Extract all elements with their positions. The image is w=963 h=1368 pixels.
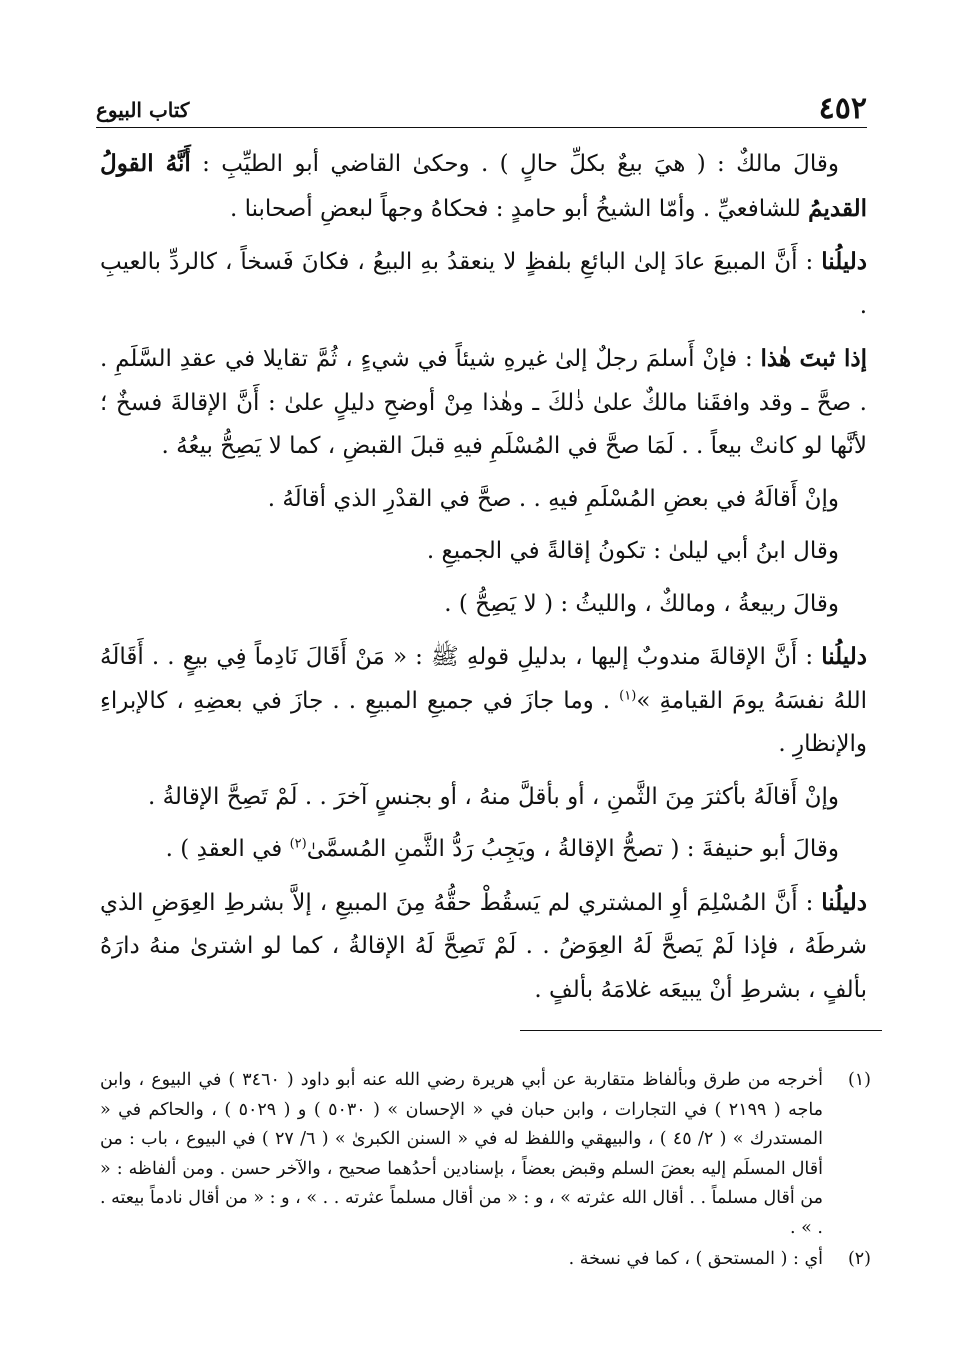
paragraph-9: وقالَ أبو حنيفةَ : ( تصحُّ الإقالةُ ، ويَجِبُ رَدُّ الثَّمنِ المُسمَّىٰ$^{(٢)}$ في العقدِ ) . (165, 836, 839, 862)
paragraph-lead: دليلُنا (821, 888, 867, 916)
footnote-1 (100, 1066, 871, 1243)
page-header (96, 88, 867, 124)
footnote-separator (520, 1030, 882, 1031)
footnote-text: أي : ( المستحق ) ، كما في نسخة . (568, 1249, 823, 1269)
paragraph-4: وإنْ أَقالَهُ في بعضِ المُسْلَمِ فيهِ . . صحَّ في القدْرِ الذي أقالَهُ . (267, 485, 839, 512)
footnote-ref-1[interactable]: (١) (619, 687, 637, 703)
running-title: كتاب البيوع (96, 98, 190, 122)
footnote-number: (٢) (847, 1249, 871, 1269)
paragraph-7: دليلُنا : أَنَّ الإقالةَ مندوبٌ إليها ، بدليلِ قولهِ ﷺ : « مَنْ أَقَالَ نَادِماً فِي بيعٍ . . أَقَالَهُ اللهُ نفسَهُ يومَ القيامةِ »$^{(١)}$ . وما جازَ في جميعِ المبيعِ . . جازَ في بعضِهِ ، كالإبراءِ والإنظارِ . (100, 643, 867, 757)
paragraph-lead: دليلُنا (821, 248, 868, 275)
paragraph-lead: دليلُنا (821, 643, 867, 670)
paragraph-lead: إذا ثبتَ هٰذا (760, 345, 867, 372)
paragraph-1: وقالَ مالكٌ : ( هيَ بيعٌ بكلِّ حالٍ ) . وحكىٰ القاضي أبو الطيِّبِ : أَنَّهُ القولُ القديمُ للشافعيِّ . وأمّا الشيخُ أبو حامدٍ : فحكاهُ وجهاً لبعضِ أصحابنا . (100, 150, 867, 222)
paragraph-5: وقال ابنُ أبي ليلىٰ : تكونُ إقالةً في الجميعِ . (426, 538, 839, 564)
paragraph-6: وقالَ ربيعةُ ، ومالكٌ ، والليثُ : ( لا يَصِحُّ ) . (444, 590, 839, 617)
footnote-ref-2[interactable]: (٢) (289, 836, 307, 852)
footnote-text: أخرجه من طرق وبألفاظ متقاربة عن أبي هريرة رضي الله عنه أبو داود ( ٣٤٦٠ ) في البيوع ، وابن ماجه ( ٢١٩٩ ) في التجارات ، وابن حبان في « الإحسان » ( ٥٠٣٠ ) و ( ٥٠٢٩ ) ، والحاكم في « المستدرك » ( ٢/ ٤٥ ) ، والبيهقي واللفظ له في « السنن الكبرىٰ » ( ٦/ ٢٧ ) في البيوع ، باب : من أقال المسلَم إليه بعضَ السلم وقبض بعضاً ، بإسنادين أحدُهما صحيح ، والآخر حسن . ومن ألفاظه : « من أقال مسلماً . . أقال الله عثرته » ، و : « من أقال مسلماً عثرته . . » ، و : « من أقال نادماً بيعته . . » . (100, 1070, 824, 1238)
paragraph-8: وإنْ أَقالَهُ بأكثرَ مِنَ الثَّمنِ ، أو بأقلَّ منهُ ، أو بجنسٍ آخرَ . . لَمْ تَصِحَّ الإقالةُ . (147, 783, 839, 810)
footnote-2 (100, 1245, 871, 1275)
page-number: ٤٥٢ (818, 91, 867, 126)
main-text (100, 142, 867, 1021)
header-rule (96, 127, 867, 128)
footnotes (100, 1066, 871, 1277)
footnote-number: (١) (847, 1070, 871, 1090)
paragraph-2: دليلُنا : أَنَّ المبيعَ عادَ إلىٰ البائعِ بلفظٍ لا ينعقدُ بهِ البيعُ ، فكانَ فَسخاً ، كالردِّ بالعيبِ . (100, 248, 868, 319)
paragraph-10: دليلُنا : أَنَّ المُسْلِمَ أوِ المشتري لم يَسقُطْ حقُّهُ مِنَ المبيعِ ، إلاَّ بشرطِ العِوَضِ الذي شرطَهُ ، فإذا لَمْ يَصحَّ لَهُ العِوَضُ . . لَمْ تَصِحَّ لَهُ الإقالةُ ، كما لو اشترىٰ منهُ دارَهُ بألفٍ ، بشرطِ أنْ يبيعَه غلامَهُ بألفٍ . (100, 888, 867, 1003)
paragraph-3: إذا ثبتَ هٰذا : فإنْ أَسلمَ رجلٌ إلىٰ غيرهِ شيئاً في شيءٍ ، ثُمَّ تقايلا في عقدِ السَّلَمِ . . صحَّ ـ وقد وافقَنا مالكٌ علىٰ ذٰلكَ ـ وهٰذا مِنْ أوضحِ دليلٍ علىٰ : أَنَّ الإقالةَ فسخٌ ؛ لأنَّها لو كانتْ بيعاً . . لَمَا صحَّ في المُسْلَمِ فيهِ قبلَ القبضِ ، كما لا يَصِحُّ بيعُهُ . (100, 345, 867, 459)
